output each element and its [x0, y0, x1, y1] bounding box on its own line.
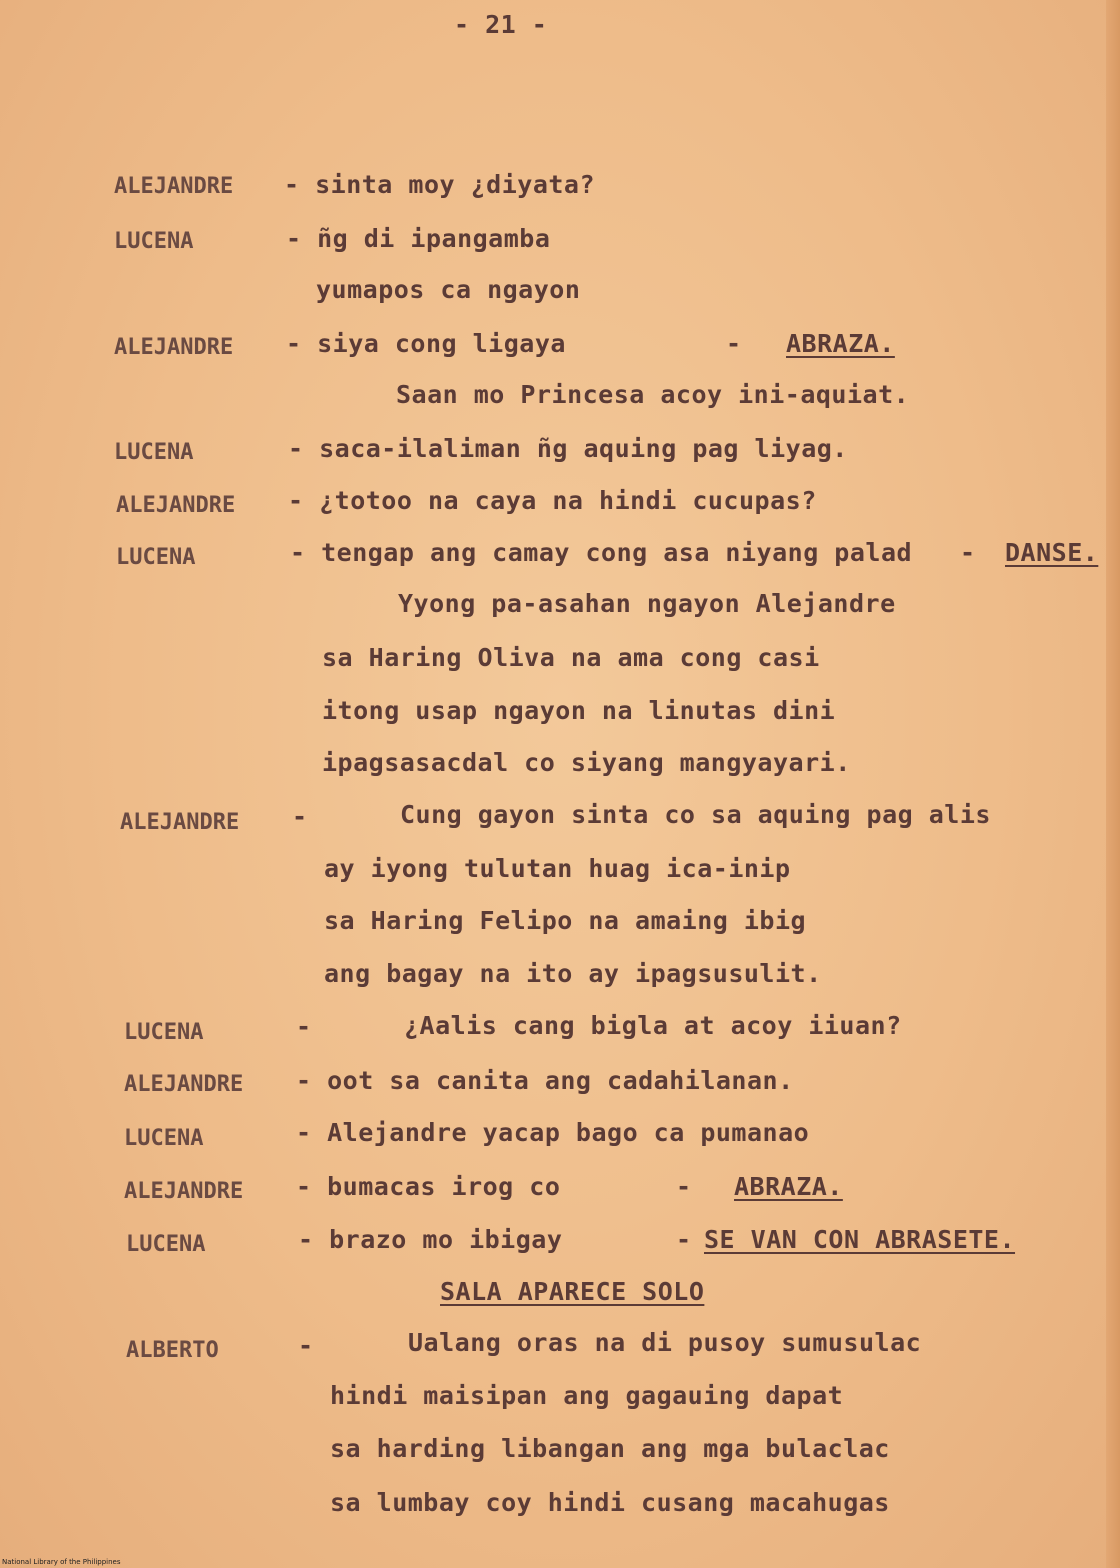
direction-dash: - [960, 538, 976, 567]
speaker-name: ALEJANDRE [116, 493, 236, 518]
footer-credit: National Library of the Philippines [2, 1558, 121, 1566]
dialogue-line: ¿Aalis cang bigla at acoy iiuan? [404, 1011, 902, 1040]
dialogue-line: ay iyong tulutan huag ica-inip [324, 854, 791, 883]
dialogue-line: - tengap ang camay cong asa niyang palad [290, 538, 913, 567]
scene-heading: SALA APARECE SOLO [440, 1277, 705, 1306]
speaker-name: ALEJANDRE [124, 1072, 244, 1097]
stage-direction: ABRAZA. [734, 1172, 843, 1201]
speaker-dash: - [298, 1331, 314, 1360]
dialogue-line: Cung gayon sinta co sa aquing pag alis [400, 800, 991, 829]
dialogue-line: Yyong pa-asahan ngayon Alejandre [398, 589, 896, 618]
page-edge [1106, 0, 1120, 1568]
stage-direction: ABRAZA. [786, 329, 895, 358]
page-number: - 21 - [454, 10, 548, 39]
speaker-name: LUCENA [114, 440, 194, 465]
speaker-name: ALEJANDRE [114, 174, 234, 199]
speaker-name: ALEJANDRE [124, 1179, 244, 1204]
dialogue-line: - bumacas irog co [296, 1172, 561, 1201]
dialogue-line: Saan mo Princesa acoy ini-aquiat. [396, 380, 910, 409]
dialogue-line: sa Haring Oliva na ama cong casi [322, 643, 820, 672]
dialogue-line: sa harding libangan ang mga bulaclac [330, 1434, 890, 1463]
dialogue-line: itong usap ngayon na linutas dini [322, 696, 836, 725]
speaker-name: ALBERTO [126, 1338, 219, 1363]
dialogue-line: ipagsasacdal co siyang mangyayari. [322, 748, 851, 777]
direction-dash: - [726, 329, 742, 358]
speaker-name: LUCENA [114, 229, 194, 254]
dialogue-line: - siya cong ligaya [286, 329, 566, 358]
speaker-name: LUCENA [124, 1126, 204, 1151]
dialogue-line: - oot sa canita ang cadahilanan. [296, 1066, 794, 1095]
speaker-name: LUCENA [126, 1232, 206, 1257]
dialogue-line: sa lumbay coy hindi cusang macahugas [330, 1488, 890, 1517]
dialogue-line: - Alejandre yacap bago ca pumanao [296, 1118, 810, 1147]
speaker-name: ALEJANDRE [114, 335, 234, 360]
direction-dash: - [676, 1172, 692, 1201]
dialogue-line: - saca-ilaliman ñg aquing pag liyag. [288, 434, 848, 463]
dialogue-line: yumapos ca ngayon [316, 275, 581, 304]
direction-dash: - [676, 1225, 692, 1254]
dialogue-line: sa Haring Felipo na amaing ibig [324, 906, 807, 935]
dialogue-line: - brazo mo ibigay [298, 1225, 563, 1254]
speaker-name: LUCENA [116, 545, 196, 570]
speaker-dash: - [292, 802, 308, 831]
dialogue-line: - ¿totoo na caya na hindi cucupas? [288, 486, 817, 515]
dialogue-line: ang bagay na ito ay ipagsusulit. [324, 959, 822, 988]
stage-direction: DANSE. [1005, 538, 1099, 567]
speaker-name: LUCENA [124, 1020, 204, 1045]
dialogue-line: - ñg di ipangamba [286, 224, 551, 253]
speaker-name: ALEJANDRE [120, 810, 240, 835]
speaker-dash: - [296, 1012, 312, 1041]
dialogue-line: - sinta moy ¿diyata? [284, 170, 596, 199]
dialogue-line: Ualang oras na di pusoy sumusulac [408, 1328, 922, 1357]
dialogue-line: hindi maisipan ang gagauing dapat [330, 1381, 844, 1410]
stage-direction: SE VAN CON ABRASETE. [704, 1225, 1016, 1254]
